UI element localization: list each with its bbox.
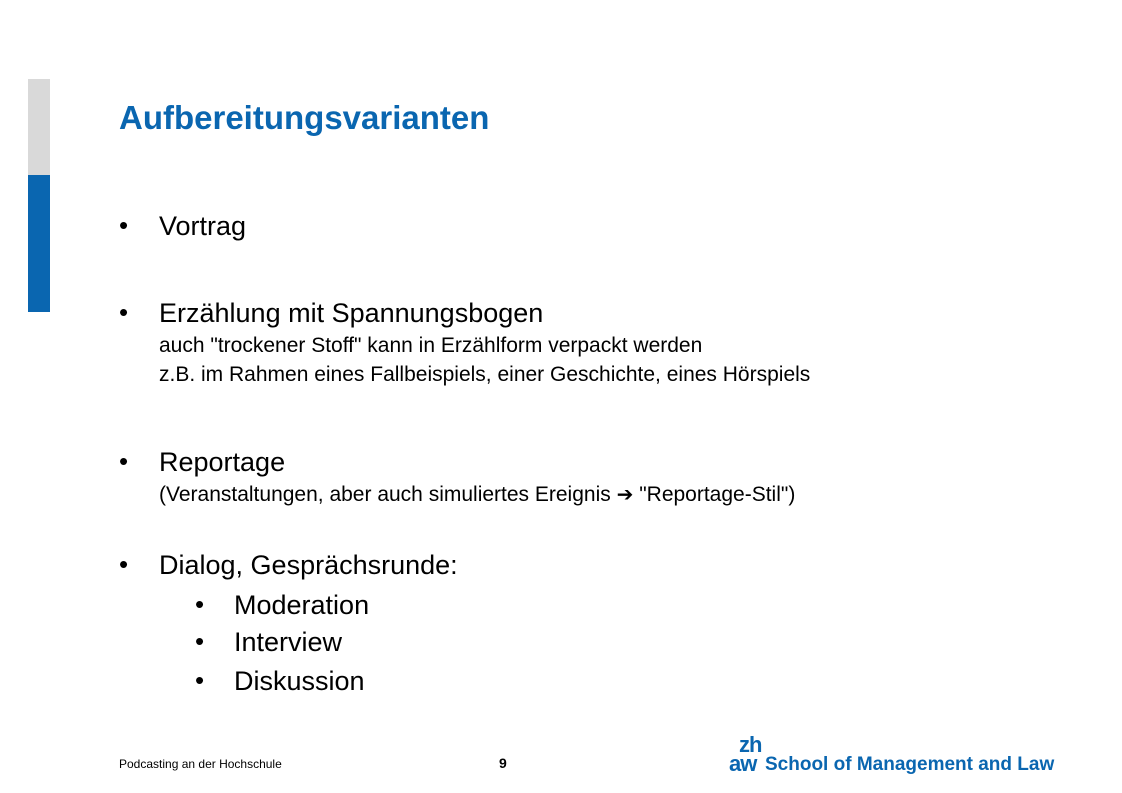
side-bar-blue xyxy=(28,175,50,312)
subbullet-label: Interview xyxy=(234,627,343,657)
bullet-dot: • xyxy=(119,549,129,579)
logo-zh: zh xyxy=(739,732,762,757)
bullet-subtext-line: z.B. im Rahmen eines Fallbeispiels, einer Geschichte, eines Hörspiels xyxy=(159,363,811,386)
bullet-dot: • xyxy=(195,589,205,619)
bullet-label: Vortrag xyxy=(159,211,247,241)
logo-aw: aw xyxy=(729,751,757,776)
page-number: 9 xyxy=(499,755,507,771)
bullet-dot: • xyxy=(195,626,205,656)
reportage-sub-before: (Veranstaltungen, aber auch simuliertes Ereignis xyxy=(159,483,617,506)
side-bar-grey xyxy=(28,79,50,175)
bullet-subtext-line: auch "trockener Stoff" kann in Erzählform verpackt werden xyxy=(159,334,703,357)
right-arrow-icon: ➔ xyxy=(616,484,634,506)
subbullet-label: Diskussion xyxy=(234,666,365,696)
subbullet-label: Moderation xyxy=(234,590,370,620)
reportage-sub-after: "Reportage-Stil") xyxy=(633,483,796,506)
slide-title: Aufbereitungsvarianten xyxy=(119,99,490,136)
bullet-label: Erzählung mit Spannungsbogen xyxy=(159,298,544,328)
zhaw-logo xyxy=(727,732,1072,779)
bullet-dot: • xyxy=(119,297,129,327)
bullet-label: Dialog, Gesprächsrunde: xyxy=(159,550,458,580)
bullet-subtext-line xyxy=(159,481,795,509)
footer-title: Podcasting an der Hochschule xyxy=(119,757,282,771)
bullet-label: Reportage xyxy=(159,447,286,477)
bullet-dot: • xyxy=(195,665,205,695)
bullet-dot: • xyxy=(119,446,129,476)
logo-school-text: School of Management and Law xyxy=(765,754,1055,775)
bullet-dot: • xyxy=(119,210,129,240)
